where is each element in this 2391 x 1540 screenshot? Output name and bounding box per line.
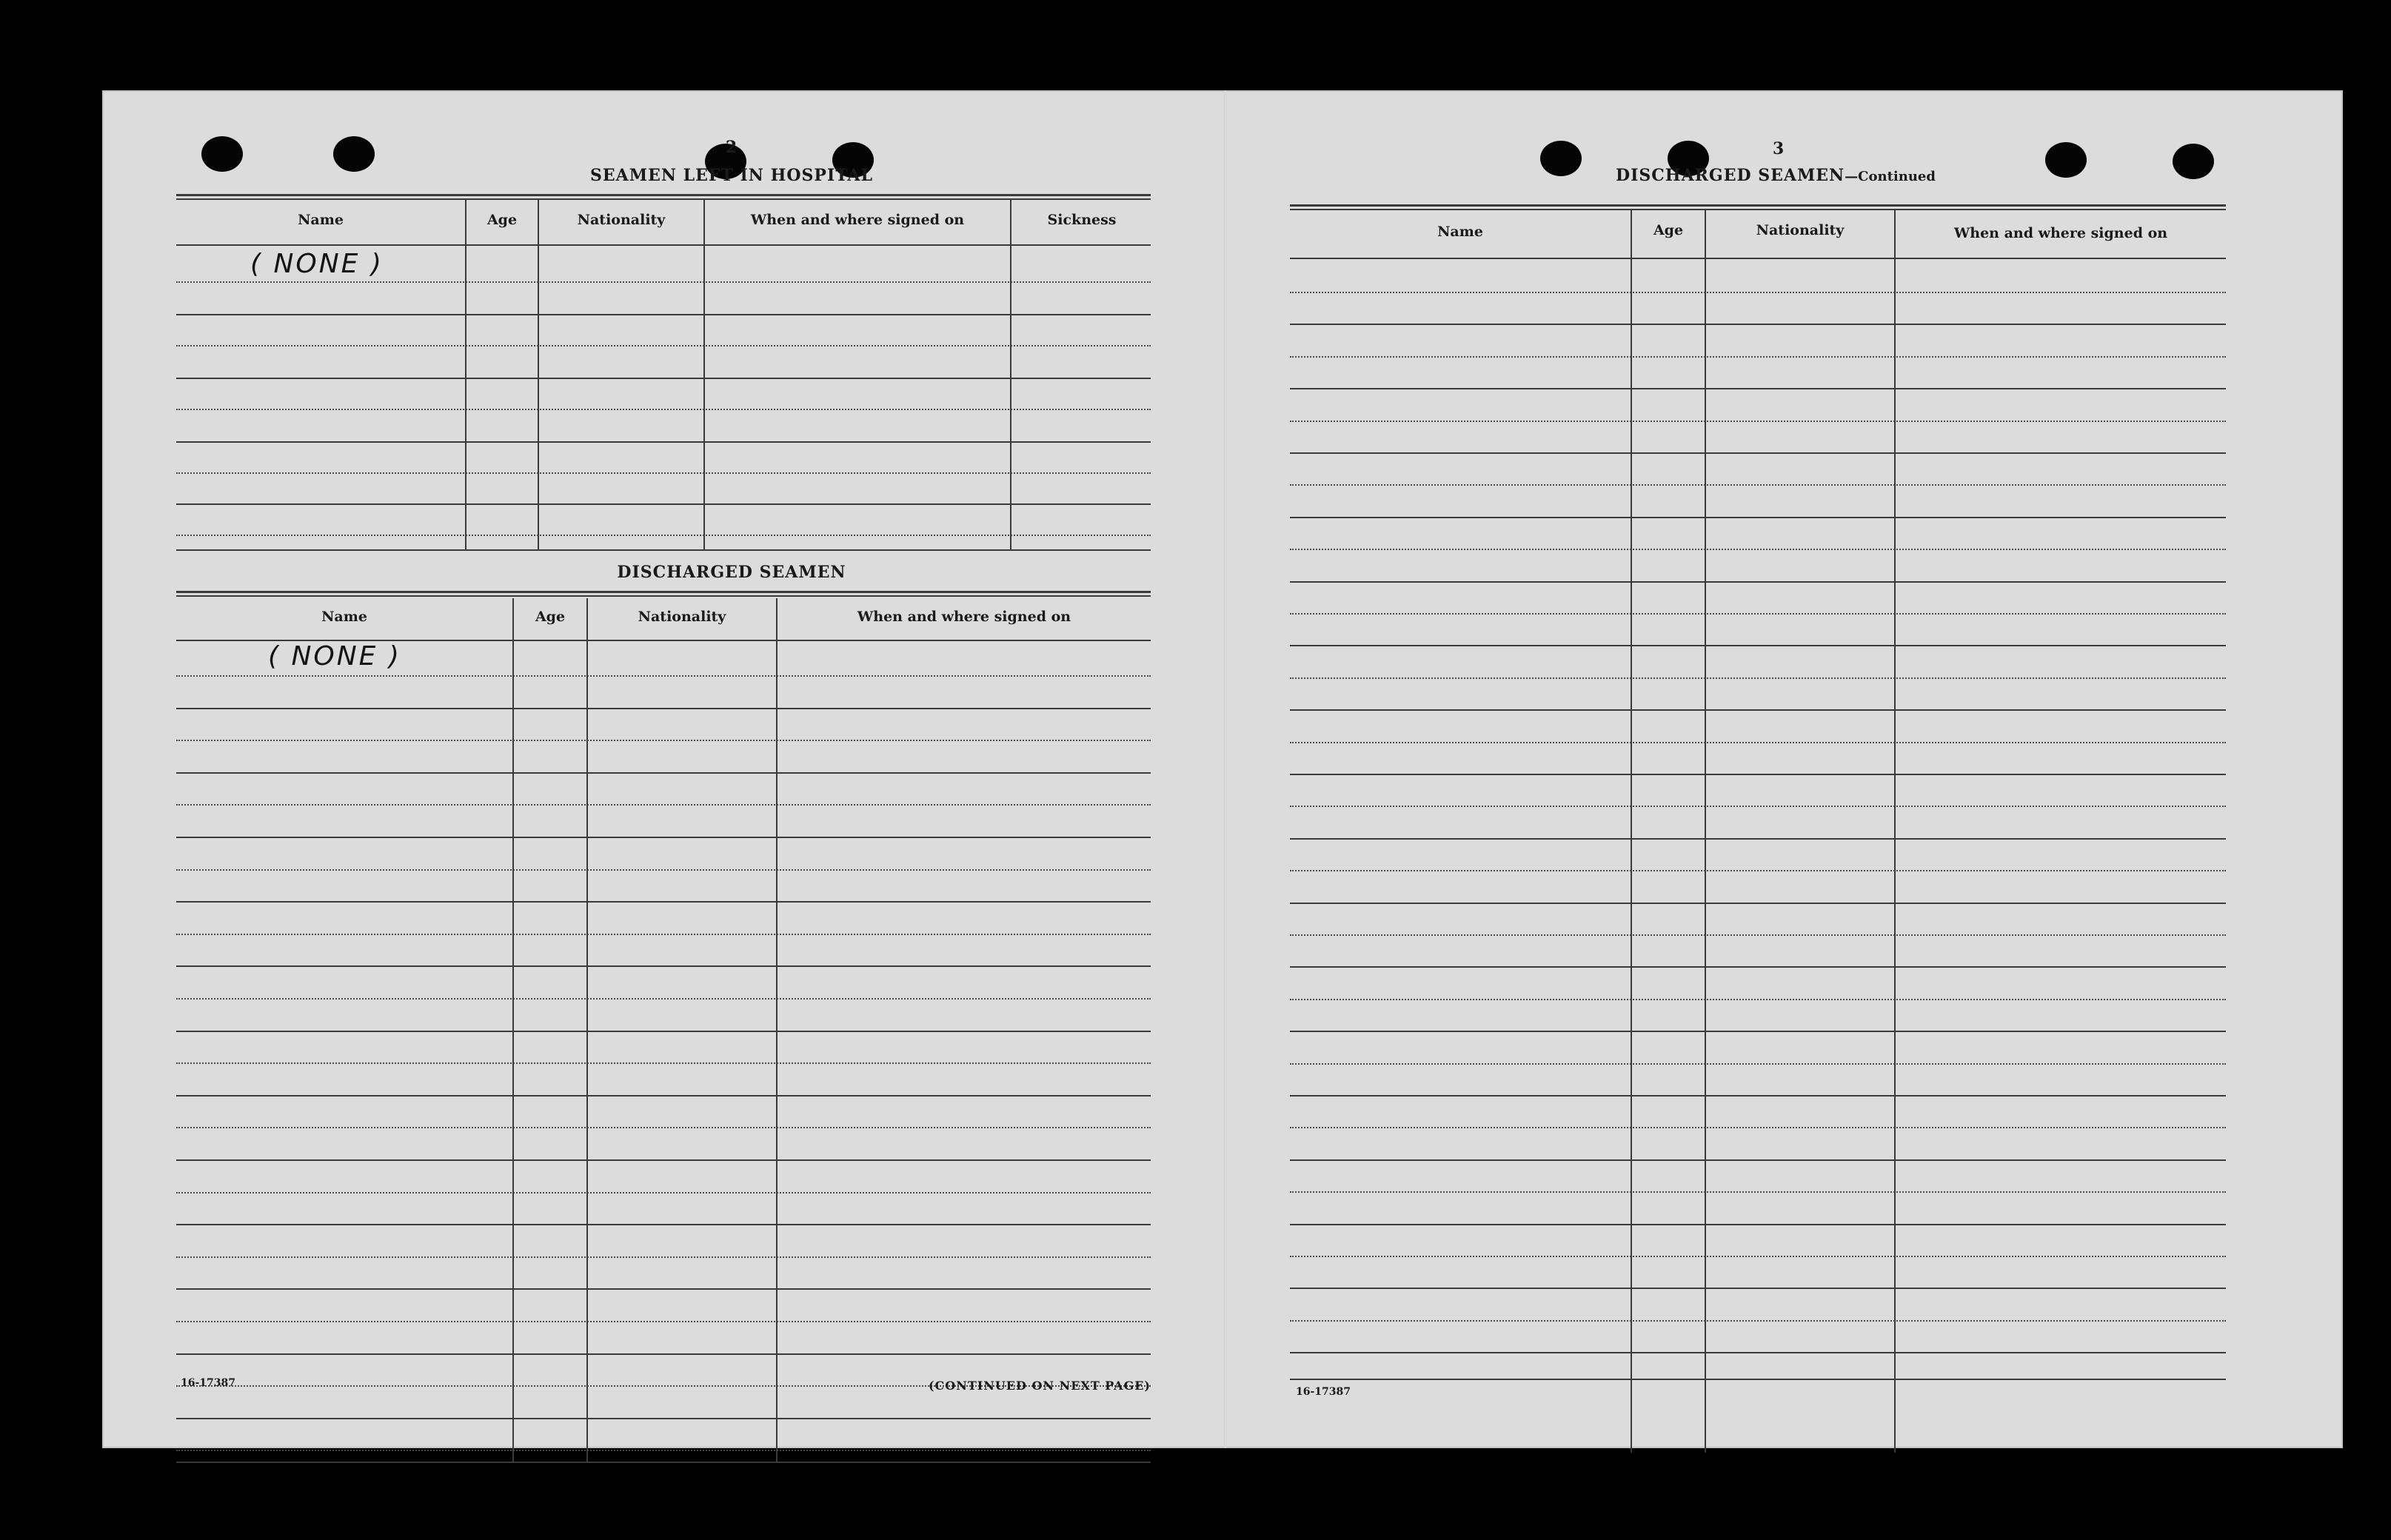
table-row: [1290, 1159, 2226, 1161]
column-header-sickness: Sickness: [1047, 212, 1117, 228]
table-row: [1290, 1352, 2226, 1353]
table-row: [1290, 709, 2226, 711]
table-row: [176, 281, 1151, 283]
column-header-signed-on: When and where signed on: [857, 609, 1071, 625]
column-header-nationality: Nationality: [577, 212, 666, 228]
table-row: [1290, 1191, 2226, 1193]
table-row: [1290, 484, 2226, 486]
table-row: [1290, 1031, 2226, 1032]
table-row: [176, 934, 1151, 935]
punch-hole: [2045, 142, 2087, 178]
column-header-signed-on: When and where signed on: [1953, 225, 2168, 241]
page-number: 2: [725, 138, 738, 157]
table-row: [1290, 421, 2226, 422]
form-number: 16-17387: [1296, 1386, 1351, 1398]
punch-hole: [201, 136, 243, 172]
table-row: [176, 675, 1151, 677]
table-row: [1290, 1288, 2226, 1289]
hospital-section-title: SEAMEN LEFT IN HOSPITAL: [590, 166, 873, 185]
table-row: [176, 1159, 1151, 1161]
page-fold: [1224, 90, 1226, 1448]
column-header-name: Name: [298, 212, 344, 228]
table-row: [1290, 1127, 2226, 1128]
table-row: [1290, 452, 2226, 454]
discharged-continued-title: [1546, 166, 2005, 185]
table-row: [176, 901, 1151, 903]
column-divider: [1894, 210, 1896, 1453]
table-row: [176, 1450, 1151, 1451]
table-row: [176, 345, 1151, 346]
table-row: [176, 314, 1151, 315]
column-header-name: Name: [321, 609, 367, 625]
table-row: [176, 1256, 1151, 1258]
title-suffix: —Continued: [1845, 169, 1936, 184]
table-row: [1290, 613, 2226, 615]
handwritten-none-entry: ( NONE ): [250, 249, 384, 279]
table-row: [1290, 999, 2226, 1000]
table-row: [176, 965, 1151, 967]
table-row: [176, 1062, 1151, 1064]
hospital-top-rule: [176, 194, 1151, 200]
discharged-section-title: DISCHARGED SEAMEN: [617, 563, 846, 582]
right-top-rule: [1290, 204, 2226, 210]
column-header-name: Name: [1437, 224, 1483, 240]
column-divider: [776, 598, 778, 1462]
table-row: [176, 1224, 1151, 1225]
table-row: [176, 740, 1151, 741]
table-row: [1290, 1063, 2226, 1065]
punch-hole: [2173, 144, 2214, 179]
table-row: [176, 535, 1151, 536]
table-row: [176, 837, 1151, 838]
column-header-nationality: Nationality: [1756, 222, 1845, 238]
column-divider: [586, 598, 588, 1462]
table-row: [1290, 356, 2226, 358]
hospital-bottom-rule: [176, 549, 1151, 551]
form-number: 16-17387: [181, 1377, 235, 1389]
continued-note: (CONTINUED ON NEXT PAGE): [928, 1379, 1151, 1393]
table-row: [1290, 774, 2226, 775]
column-divider: [1010, 200, 1011, 549]
table-row: [1290, 324, 2226, 325]
column-header-age: Age: [535, 609, 566, 625]
column-header-signed-on: When and where signed on: [750, 212, 965, 228]
column-divider: [1631, 210, 1632, 1453]
table-row: [1290, 388, 2226, 389]
table-row: [1290, 838, 2226, 840]
column-header-age: Age: [1653, 222, 1684, 238]
table-row: [176, 708, 1151, 709]
table-row: [176, 998, 1151, 1000]
handwritten-none-entry: ( NONE ): [268, 641, 401, 672]
table-row: [176, 1095, 1151, 1097]
form-sheet: [102, 90, 2343, 1448]
table-row: [176, 1288, 1151, 1290]
table-row: [1290, 934, 2226, 936]
right-header-rule: [1290, 258, 2226, 259]
column-divider: [538, 200, 539, 549]
column-divider: [465, 200, 467, 549]
title-text: DISCHARGED SEAMEN: [1616, 166, 1845, 185]
table-row: [1290, 870, 2226, 871]
table-row: [1290, 1256, 2226, 1257]
page-number: 3: [1772, 139, 1785, 158]
column-divider: [1705, 210, 1706, 1453]
table-row: [176, 378, 1151, 379]
table-row: [1290, 645, 2226, 646]
table-row: [1290, 1095, 2226, 1097]
table-row: [1290, 549, 2226, 550]
table-row: [1290, 903, 2226, 904]
table-row: [176, 1192, 1151, 1194]
hospital-header-rule: [176, 244, 1151, 246]
discharged-top-rule: [176, 591, 1151, 597]
table-row: [176, 472, 1151, 474]
table-row: [176, 409, 1151, 410]
column-header-age: Age: [486, 212, 518, 228]
column-divider: [703, 200, 705, 549]
table-row: [176, 804, 1151, 806]
table-row: [176, 772, 1151, 774]
table-row: [1290, 677, 2226, 679]
table-row: [1290, 966, 2226, 968]
table-row: [176, 1418, 1151, 1419]
table-row: [1290, 742, 2226, 743]
discharged-bottom-rule: [176, 1462, 1151, 1463]
table-row: [176, 1321, 1151, 1322]
table-row: [176, 1353, 1151, 1355]
table-row: [1290, 581, 2226, 583]
table-row: [176, 1031, 1151, 1032]
table-row: [176, 441, 1151, 443]
table-row: [176, 1127, 1151, 1128]
table-row: [1290, 517, 2226, 518]
table-row: [176, 869, 1151, 871]
table-row: [1290, 806, 2226, 807]
column-divider: [512, 598, 514, 1462]
column-header-nationality: Nationality: [638, 609, 726, 625]
punch-hole: [333, 136, 375, 172]
right-bottom-rule: [1290, 1379, 2226, 1380]
table-row: [1290, 292, 2226, 293]
table-row: [176, 503, 1151, 505]
table-row: [1290, 1320, 2226, 1322]
table-row: [1290, 1224, 2226, 1225]
